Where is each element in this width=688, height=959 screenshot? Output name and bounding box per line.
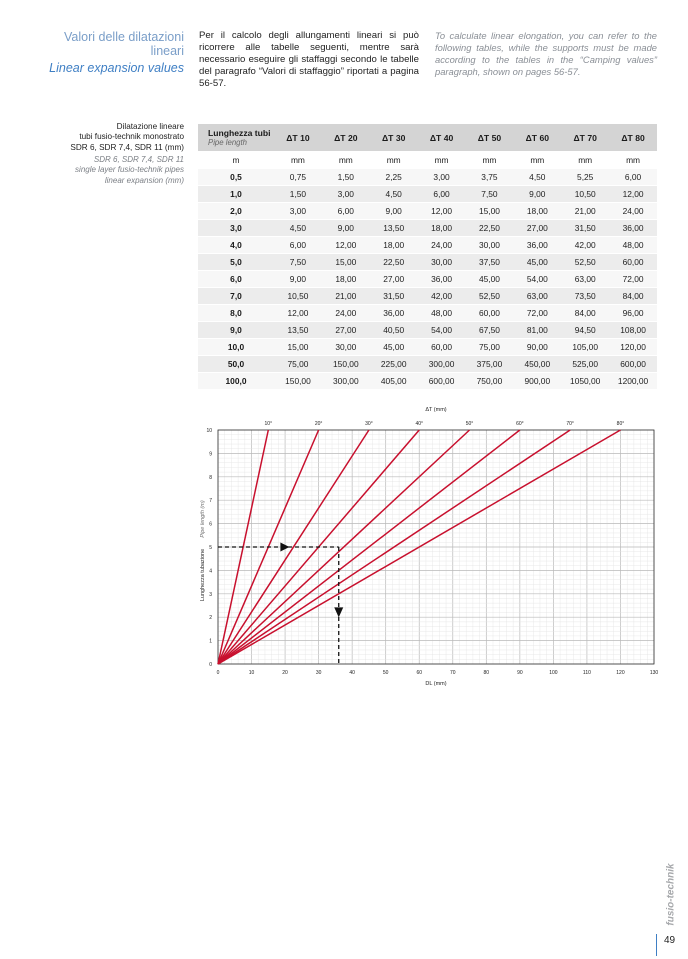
expansion-cell: 150,00 [322, 356, 370, 373]
expansion-cell: 7,50 [274, 254, 322, 271]
expansion-cell: 90,00 [513, 339, 561, 356]
expansion-cell: 30,00 [418, 254, 466, 271]
pipe-length-cell: 10,0 [198, 339, 274, 356]
pipe-length-cell: 100,0 [198, 373, 274, 390]
y-tick-label: 6 [209, 521, 212, 528]
expansion-cell: 105,00 [561, 339, 609, 356]
page-rule [656, 934, 657, 956]
expansion-cell: 1,50 [322, 169, 370, 186]
unit-cell: mm [513, 152, 561, 169]
expansion-cell: 42,00 [561, 237, 609, 254]
series-label: 80° [616, 421, 625, 427]
expansion-cell: 40,50 [370, 322, 418, 339]
pipe-length-cell: 9,0 [198, 322, 274, 339]
expansion-cell: 60,00 [466, 305, 514, 322]
series-label: 10° [264, 421, 273, 427]
expansion-cell: 225,00 [370, 356, 418, 373]
series-label: 20° [314, 421, 323, 427]
expansion-cell: 15,00 [322, 254, 370, 271]
section-title [40, 30, 184, 76]
expansion-cell: 13,50 [370, 220, 418, 237]
unit-cell: mm [609, 152, 657, 169]
header-dt: ΔT 60 [513, 124, 561, 152]
expansion-cell: 94,50 [561, 322, 609, 339]
expansion-cell: 4,50 [370, 186, 418, 203]
expansion-cell: 9,00 [513, 186, 561, 203]
table-row [198, 169, 657, 186]
expansion-cell: 3,75 [466, 169, 514, 186]
expansion-chart-svg [190, 400, 670, 695]
header-pipe-length-it: Lunghezza tubi [208, 128, 271, 138]
expansion-cell: 42,00 [418, 288, 466, 305]
expansion-cell: 63,00 [513, 288, 561, 305]
expansion-cell: 30,00 [466, 237, 514, 254]
expansion-cell: 27,00 [513, 220, 561, 237]
expansion-cell: 375,00 [466, 356, 514, 373]
x-tick-label: 100 [549, 670, 558, 676]
expansion-cell: 67,50 [466, 322, 514, 339]
expansion-cell: 1050,00 [561, 373, 609, 390]
expansion-cell: 48,00 [418, 305, 466, 322]
unit-cell: mm [274, 152, 322, 169]
expansion-cell: 45,00 [513, 254, 561, 271]
expansion-cell: 6,00 [418, 186, 466, 203]
y-axis-title: Lunghezza tubazione [200, 548, 206, 602]
pipe-length-cell: 2,0 [198, 203, 274, 220]
header-dt: ΔT 50 [466, 124, 514, 152]
expansion-cell: 54,00 [513, 271, 561, 288]
expansion-cell: 5,25 [561, 169, 609, 186]
x-tick-label: 40 [349, 670, 355, 676]
expansion-cell: 9,00 [370, 203, 418, 220]
linear-expansion-table [198, 124, 657, 389]
unit-cell: mm [370, 152, 418, 169]
expansion-cell: 120,00 [609, 339, 657, 356]
table-caption-it [40, 122, 184, 153]
x-tick-label: 10 [248, 670, 255, 676]
y-axis-title-en: Pipe length (m) [200, 500, 206, 538]
x-tick-label: 30 [315, 670, 322, 676]
pipe-length-cell: 8,0 [198, 305, 274, 322]
expansion-cell: 15,00 [274, 339, 322, 356]
unit-cell: mm [418, 152, 466, 169]
expansion-cell: 31,50 [370, 288, 418, 305]
top-axis-title: ΔT (mm) [425, 407, 447, 413]
pipe-length-cell: 3,0 [198, 220, 274, 237]
header-pipe-length [198, 124, 274, 152]
expansion-cell: 300,00 [322, 373, 370, 390]
expansion-cell: 36,00 [609, 220, 657, 237]
expansion-cell: 1,50 [274, 186, 322, 203]
expansion-cell: 6,00 [322, 203, 370, 220]
expansion-cell: 45,00 [370, 339, 418, 356]
table-row [198, 237, 657, 254]
expansion-cell: 4,50 [274, 220, 322, 237]
expansion-cell: 9,00 [274, 271, 322, 288]
expansion-cell: 18,00 [418, 220, 466, 237]
expansion-cell: 6,00 [274, 237, 322, 254]
expansion-cell: 300,00 [418, 356, 466, 373]
x-tick-label: 120 [616, 670, 625, 676]
caption-it-line: tubi fusio-technik monostrato [79, 132, 184, 142]
header-dt: ΔT 80 [609, 124, 657, 152]
unit-cell: mm [322, 152, 370, 169]
expansion-cell: 10,50 [274, 288, 322, 305]
expansion-cell: 36,00 [418, 271, 466, 288]
expansion-cell: 37,50 [466, 254, 514, 271]
y-tick-label: 5 [209, 545, 212, 551]
table-units-row [198, 152, 657, 169]
expansion-cell: 72,00 [609, 271, 657, 288]
expansion-cell: 24,00 [418, 237, 466, 254]
expansion-cell: 7,50 [466, 186, 514, 203]
expansion-cell: 3,00 [274, 203, 322, 220]
y-tick-label: 3 [209, 591, 212, 598]
expansion-cell: 108,00 [609, 322, 657, 339]
expansion-cell: 72,00 [513, 305, 561, 322]
table-header-row [198, 124, 657, 152]
section-title-it: Valori delle dilatazioni lineari [64, 30, 184, 58]
unit-cell: mm [466, 152, 514, 169]
expansion-cell: 30,00 [322, 339, 370, 356]
expansion-cell: 27,00 [322, 322, 370, 339]
expansion-cell: 12,00 [322, 237, 370, 254]
expansion-cell: 24,00 [322, 305, 370, 322]
y-tick-label: 8 [209, 474, 212, 481]
x-tick-label: 0 [216, 670, 220, 676]
x-tick-label: 70 [449, 670, 456, 676]
header-dt: ΔT 10 [274, 124, 322, 152]
table-caption-en [40, 155, 184, 186]
expansion-cell: 12,00 [418, 203, 466, 220]
expansion-cell: 150,00 [274, 373, 322, 390]
expansion-cell: 18,00 [513, 203, 561, 220]
caption-it-line: SDR 6, SDR 7,4, SDR 11 (mm) [70, 142, 184, 152]
caption-it-line: Dilatazione lineare [116, 122, 184, 131]
x-tick-label: 50 [382, 670, 389, 676]
expansion-cell: 36,00 [513, 237, 561, 254]
expansion-cell: 31,50 [561, 220, 609, 237]
expansion-cell: 84,00 [561, 305, 609, 322]
expansion-cell: 0,75 [274, 169, 322, 186]
pipe-length-cell: 50,0 [198, 356, 274, 373]
expansion-cell: 18,00 [370, 237, 418, 254]
caption-en-line: linear expansion (mm) [104, 175, 184, 185]
pipe-length-cell: 6,0 [198, 271, 274, 288]
x-tick-label: 60 [416, 670, 423, 676]
pipe-length-cell: 5,0 [198, 254, 274, 271]
expansion-cell: 3,00 [418, 169, 466, 186]
y-tick-label: 9 [209, 451, 212, 458]
caption-en-line: SDR 6, SDR 7,4, SDR 11 [93, 155, 184, 165]
table-row [198, 339, 657, 356]
expansion-cell: 600,00 [418, 373, 466, 390]
intro-text-it: Per il calcolo degli allungamenti lineari si può ricorrere alle tabelle seguenti, mentre sarà necessario eseguire gli staffaggi secondo le tabelle del paragrafo “Valori di staffaggio” riportati a pagina 56-57. [199, 30, 419, 89]
x-tick-label: 90 [517, 670, 523, 676]
expansion-cell: 9,00 [322, 220, 370, 237]
x-tick-label: 20 [282, 670, 288, 676]
expansion-cell: 1200,00 [609, 373, 657, 390]
y-tick-label: 10 [206, 428, 212, 434]
expansion-cell: 52,50 [561, 254, 609, 271]
expansion-cell: 18,00 [322, 271, 370, 288]
pipe-length-cell: 1,0 [198, 186, 274, 203]
x-tick-label: 130 [649, 670, 659, 676]
expansion-cell: 3,00 [322, 186, 370, 203]
expansion-cell: 60,00 [609, 254, 657, 271]
expansion-cell: 6,00 [609, 169, 657, 186]
expansion-cell: 54,00 [418, 322, 466, 339]
expansion-cell: 450,00 [513, 356, 561, 373]
unit-cell: m [198, 152, 274, 169]
expansion-cell: 60,00 [418, 339, 466, 356]
series-label: 60° [516, 421, 524, 427]
section-title-en: Linear expansion values [49, 61, 184, 75]
y-tick-label: 7 [209, 498, 212, 505]
table-row [198, 186, 657, 203]
x-axis-title: DL (mm) [425, 681, 447, 687]
expansion-cell: 22,50 [466, 220, 514, 237]
y-tick-label: 1 [209, 638, 212, 645]
expansion-cell: 52,50 [466, 288, 514, 305]
y-tick-label: 0 [209, 662, 212, 668]
page-number: 49 [664, 935, 676, 946]
expansion-cell: 525,00 [561, 356, 609, 373]
brand-text: fusio-technik [665, 863, 677, 926]
table-row [198, 373, 657, 390]
expansion-cell: 4,50 [513, 169, 561, 186]
expansion-cell: 12,00 [274, 305, 322, 322]
table-row [198, 322, 657, 339]
expansion-cell: 81,00 [513, 322, 561, 339]
expansion-cell: 405,00 [370, 373, 418, 390]
header-dt: ΔT 20 [322, 124, 370, 152]
expansion-cell: 45,00 [466, 271, 514, 288]
caption-en-line: single layer fusio-technik pipes [75, 165, 184, 175]
series-label: 70° [566, 421, 574, 427]
header-dt: ΔT 30 [370, 124, 418, 152]
header-pipe-length-en: Pipe length [208, 138, 248, 147]
expansion-cell: 12,00 [609, 186, 657, 203]
table-row [198, 220, 657, 237]
series-label: 30° [365, 421, 373, 427]
expansion-cell: 900,00 [513, 373, 561, 390]
expansion-cell: 27,00 [370, 271, 418, 288]
expansion-cell: 36,00 [370, 305, 418, 322]
y-tick-label: 4 [209, 568, 212, 575]
pipe-length-cell: 0,5 [198, 169, 274, 186]
table-row [198, 271, 657, 288]
expansion-cell: 10,50 [561, 186, 609, 203]
expansion-cell: 13,50 [274, 322, 322, 339]
expansion-cell: 750,00 [466, 373, 514, 390]
expansion-cell: 96,00 [609, 305, 657, 322]
table-caption [40, 122, 184, 186]
expansion-cell: 84,00 [609, 288, 657, 305]
table-row [198, 203, 657, 220]
expansion-cell: 24,00 [609, 203, 657, 220]
expansion-cell: 22,50 [370, 254, 418, 271]
expansion-cell: 2,25 [370, 169, 418, 186]
expansion-cell: 15,00 [466, 203, 514, 220]
header-dt: ΔT 40 [418, 124, 466, 152]
series-label: 40° [415, 421, 424, 427]
brand-logo [660, 862, 676, 932]
expansion-cell: 48,00 [609, 237, 657, 254]
x-tick-label: 80 [483, 670, 490, 676]
pipe-length-cell: 4,0 [198, 237, 274, 254]
x-tick-label: 110 [582, 670, 591, 676]
pipe-length-cell: 7,0 [198, 288, 274, 305]
expansion-cell: 75,00 [274, 356, 322, 373]
expansion-cell: 21,00 [561, 203, 609, 220]
expansion-cell: 600,00 [609, 356, 657, 373]
table-row [198, 356, 657, 373]
table-row [198, 254, 657, 271]
expansion-cell: 21,00 [322, 288, 370, 305]
intro-text-en: To calculate linear elongation, you can refer to the following tables, while the supports must be made according to the tables in the “Camping values” paragraph, shown on pages 56-57. [435, 30, 657, 77]
table-row [198, 288, 657, 305]
expansion-cell: 63,00 [561, 271, 609, 288]
table-row [198, 305, 657, 322]
expansion-cell: 73,50 [561, 288, 609, 305]
expansion-cell: 75,00 [466, 339, 514, 356]
expansion-chart [190, 400, 670, 695]
series-label: 50° [465, 421, 474, 427]
unit-cell: mm [561, 152, 609, 169]
y-tick-label: 2 [209, 615, 212, 622]
header-dt: ΔT 70 [561, 124, 609, 152]
